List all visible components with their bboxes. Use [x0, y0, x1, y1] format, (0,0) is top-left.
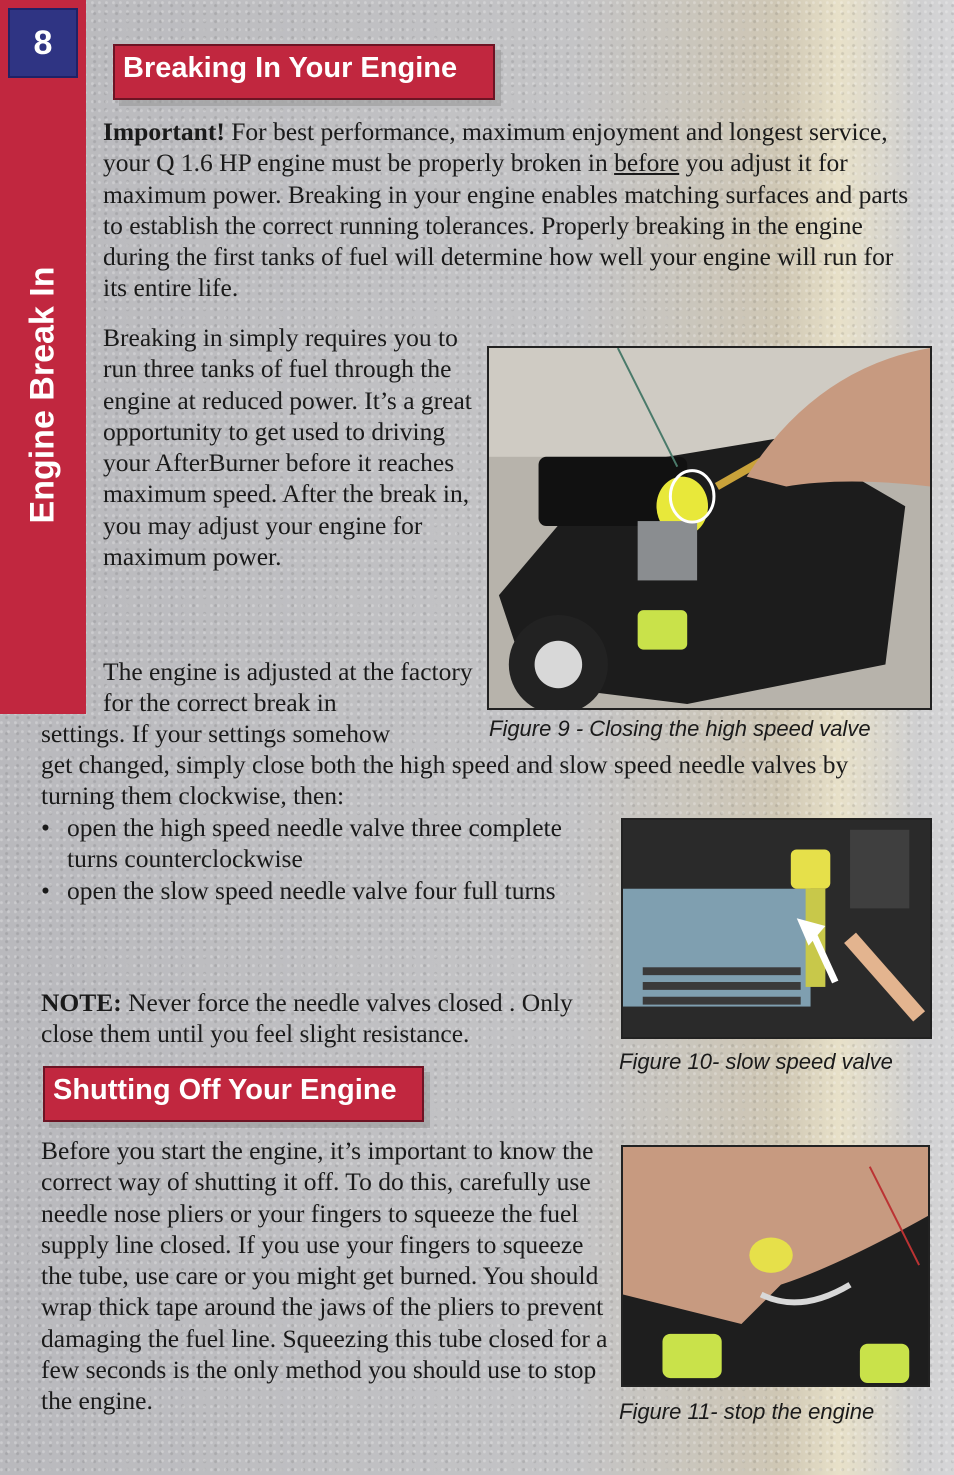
- figure-9-caption: Figure 9 - Closing the high speed valve: [489, 716, 871, 741]
- intro-text-2: you adjust it for maximum power. Breaking in your engine enables matching surfaces and parts to establish the correct running tolerances. Properly breaking in the engine during the first tanks of fuel will determine how well your engine will run for its entire life.: [103, 148, 909, 303]
- adjusted-paragraph-b: settings. If your settings somehow: [41, 719, 391, 748]
- note-label: NOTE:: [41, 988, 122, 1017]
- note-text: Never force the needle valves closed . Only close them until you feel slight resistance.: [41, 988, 573, 1049]
- section-heading-shutting-off: Shutting Off Your Engine: [43, 1066, 424, 1122]
- important-label: Important!: [103, 117, 225, 146]
- intro-text-1: For best performance, maximum enjoyment and longest service, your Q 1.6 HP engine must be properly broken in: [103, 117, 888, 178]
- list-item: • open the slow speed needle valve four full turns: [41, 875, 581, 906]
- shutoff-paragraph: Before you start the engine, it’s important to know the correct way of shutting it off. To do this, carefully use needle nose pliers or your fingers to squeeze the fuel supply line closed. If you use your fingers to squeeze the tube, use care or you might get burned. You should wrap thick tape around the jaws of the pliers to prevent damaging the fuel line. Squeezing this tube closed for a few seconds is the only method you should use to stop the engine.: [41, 1136, 608, 1416]
- note-paragraph: [41, 987, 611, 1050]
- intro-underlined: before: [614, 148, 680, 178]
- intro-paragraph: [103, 116, 923, 304]
- figure-9-photo: [487, 346, 932, 710]
- side-title-wrap: [0, 0, 86, 714]
- figure-11-photo: [621, 1145, 930, 1387]
- needle-valve-steps: [41, 812, 581, 906]
- figure-10-caption: Figure 10- slow speed valve: [619, 1049, 893, 1074]
- adjusted-paragraph-c: get changed, simply close both the high speed and slow speed needle valves by turning them clockwise, then:: [41, 750, 849, 811]
- adjusted-paragraph-a: The engine is adjusted at the factory for the correct break in: [103, 657, 473, 718]
- figure-10-photo: [621, 818, 932, 1039]
- page-number: 8: [33, 24, 53, 62]
- figure-11-caption: Figure 11- stop the engine: [619, 1399, 875, 1424]
- section-heading-breaking-in: Breaking In Your Engine: [113, 44, 495, 100]
- breakin-paragraph: Breaking in simply requires you to run three tanks of fuel through the engine at reduced power. It’s a great opportunity to get used to driving your AfterBurner before it reaches maximum speed. After the break in, you may adjust your engine for maximum power.: [103, 323, 472, 572]
- side-title: Engine Break In: [23, 266, 62, 524]
- list-item: • open the high speed needle valve three complete turns counterclockwise: [41, 812, 581, 875]
